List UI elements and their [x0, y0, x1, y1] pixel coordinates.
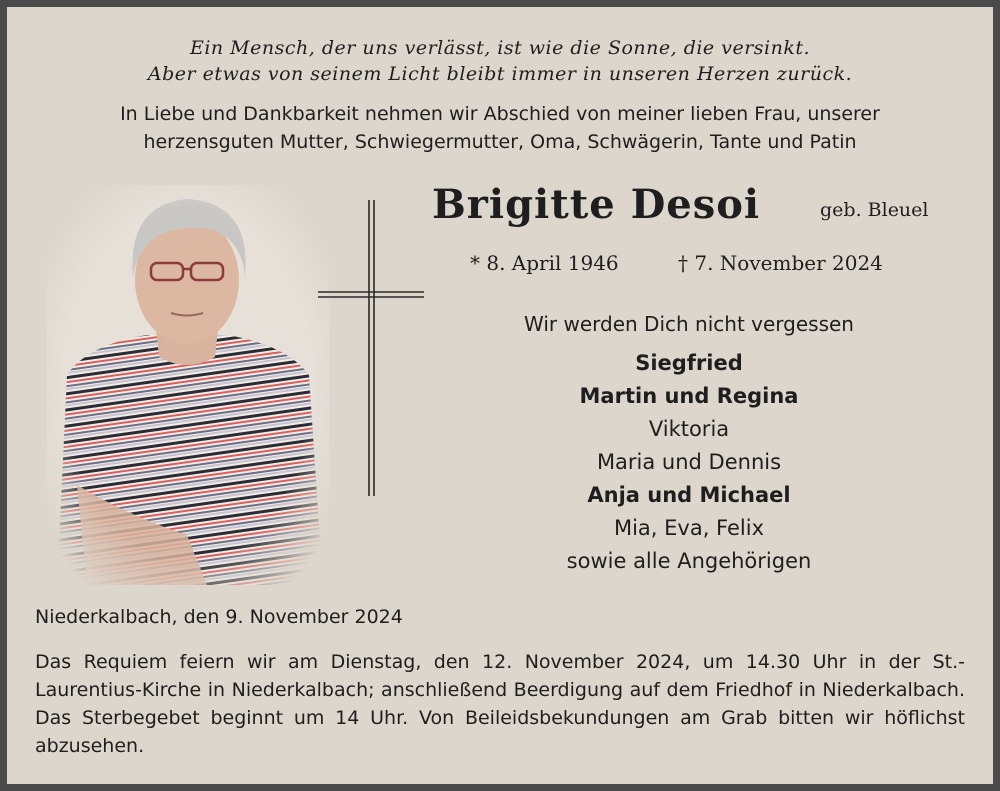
birth-date: * 8. April 1946	[470, 251, 619, 275]
mourner-line: Anja und Michael	[587, 483, 791, 507]
motto-line-2: Aber etwas von seinem Licht bleibt immer in unseren Herzen zurück.	[147, 63, 853, 85]
mourner-line: Maria und Dennis	[596, 450, 782, 474]
cross-icon	[316, 198, 426, 498]
mourner-line: Mia, Eva, Felix	[613, 516, 765, 540]
death-date: † 7. November 2024	[678, 251, 883, 275]
mourner-line: sowie alle Angehörigen	[566, 549, 812, 573]
portrait-photo	[47, 185, 329, 585]
motto-line-1: Ein Mensch, der uns verlässt, ist wie die Sonne, die versinkt.	[189, 37, 811, 59]
intro-line-2: herzensguten Mutter, Schwiegermutter, Oma, Schwägerin, Tante und Patin	[143, 131, 857, 153]
remembrance-line: Wir werden Dich nicht vergessen	[524, 312, 854, 336]
mourner-line: Martin und Regina	[579, 384, 799, 408]
birth-name: geb. Bleuel	[820, 199, 929, 221]
place-and-date: Niederkalbach, den 9. November 2024	[35, 606, 403, 628]
mourner-line: Siegfried	[635, 351, 743, 375]
requiem-notice: Das Requiem feiern wir am Dienstag, den 12. November 2024, um 14.30 Uhr in der St.-Laurentius-Kirche in Niederkalbach; anschließend Beerdigung auf dem Friedhof in Niederkalbach. Das Sterbegebet beginnt um 14 Uhr. Von Beileidsbekundungen am Grab bitten wir höflichst abzusehen.	[35, 651, 965, 757]
intro-line-1: In Liebe und Dankbarkeit nehmen wir Abschied von meiner lieben Frau, unserer	[120, 103, 880, 125]
deceased-name: Brigitte Desoi	[432, 181, 761, 228]
mourner-line: Viktoria	[648, 417, 730, 441]
